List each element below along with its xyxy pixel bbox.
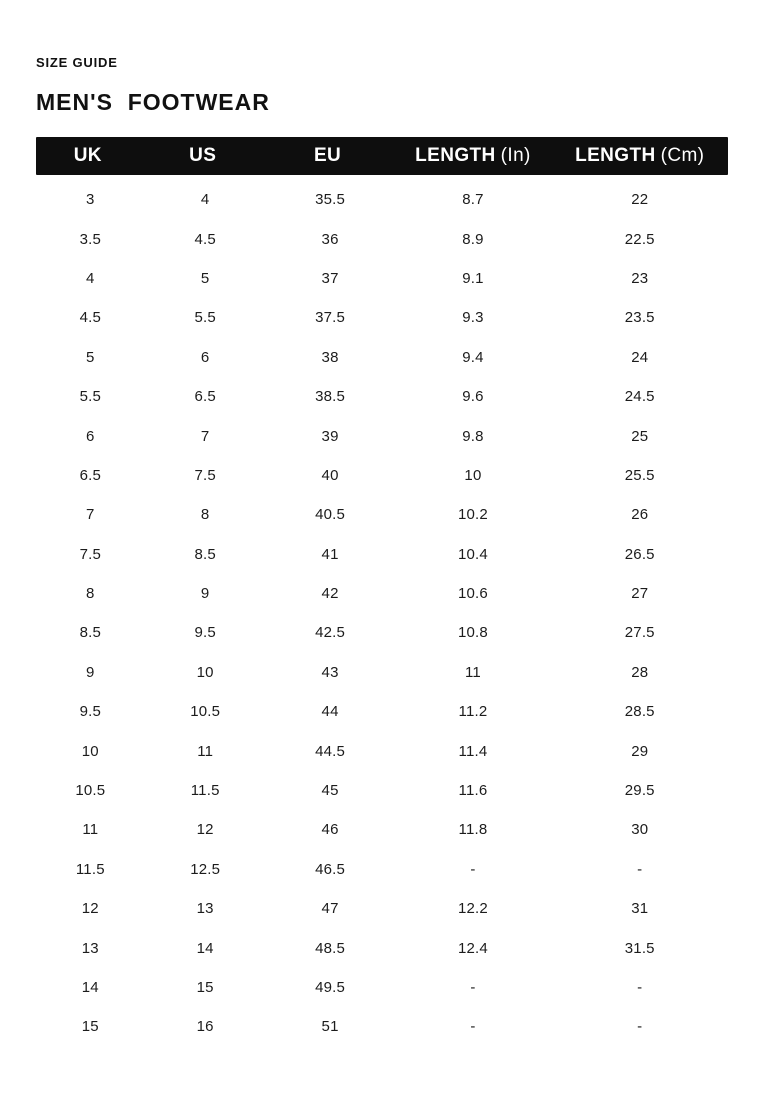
header-unit: (In) bbox=[500, 145, 531, 166]
table-cell: 6.5 bbox=[194, 388, 216, 406]
table-cell: 24.5 bbox=[624, 388, 655, 406]
table-cell: 6 bbox=[200, 348, 210, 366]
table-cell: 24 bbox=[631, 348, 649, 366]
table-cell: 11 bbox=[197, 742, 214, 760]
table-row bbox=[36, 298, 728, 337]
table-cell: - bbox=[637, 860, 643, 878]
table-cell: 10.8 bbox=[457, 624, 488, 642]
header-label: LENGTH bbox=[415, 145, 496, 166]
table-cell: 27.5 bbox=[624, 624, 655, 642]
table-row bbox=[36, 259, 728, 298]
table-row bbox=[36, 731, 728, 770]
table-cell: 28.5 bbox=[624, 703, 655, 721]
table-cell: 10 bbox=[464, 466, 482, 484]
table-cell: 28 bbox=[631, 663, 649, 681]
table-cell: 7 bbox=[86, 506, 95, 524]
table-cell: 8.5 bbox=[79, 624, 102, 642]
table-row bbox=[36, 771, 728, 810]
table-cell: 11.2 bbox=[458, 703, 488, 721]
header-label: EU bbox=[313, 145, 342, 166]
table-row bbox=[36, 692, 728, 731]
table-cell: - bbox=[470, 979, 476, 996]
table-cell: - bbox=[637, 1018, 643, 1036]
table-cell: 4.5 bbox=[79, 309, 102, 327]
table-row bbox=[36, 810, 728, 849]
table-row bbox=[36, 377, 728, 416]
size-guide-eyebrow: SIZE GUIDE bbox=[36, 55, 118, 70]
table-cell: 31.5 bbox=[624, 939, 655, 957]
table-cell: 47 bbox=[321, 900, 339, 918]
table-cell: 11 bbox=[464, 663, 481, 681]
table-cell: 26 bbox=[631, 506, 649, 524]
table-cell: 5.5 bbox=[194, 309, 216, 327]
table-cell: 12.2 bbox=[457, 900, 488, 918]
header-cell-eu bbox=[266, 145, 395, 167]
table-row bbox=[36, 613, 728, 652]
table-cell: 38.5 bbox=[315, 388, 346, 406]
header-cell-length-cm bbox=[552, 145, 728, 167]
table-cell: 10.2 bbox=[457, 506, 488, 524]
table-cell: 5 bbox=[200, 269, 210, 287]
table-cell: 9 bbox=[86, 663, 95, 681]
header-cell-length-in bbox=[394, 145, 551, 167]
table-cell: 5.5 bbox=[79, 388, 102, 406]
table-cell: 10.6 bbox=[457, 585, 488, 603]
table-cell: 23 bbox=[631, 269, 649, 287]
table-cell: 26.5 bbox=[624, 545, 655, 563]
table-cell: 44 bbox=[321, 703, 339, 721]
table-cell: 9.8 bbox=[462, 427, 484, 445]
table-cell: 9.4 bbox=[462, 348, 484, 366]
table-cell: 49.5 bbox=[315, 979, 346, 996]
table-cell: 10.5 bbox=[190, 703, 221, 721]
table-cell: 43 bbox=[321, 663, 339, 681]
table-cell: 14 bbox=[196, 939, 214, 957]
table-cell: 9.5 bbox=[194, 624, 216, 642]
table-cell: - bbox=[637, 979, 643, 996]
table-row bbox=[36, 889, 728, 928]
page-title: MEN'S FOOTWEAR bbox=[36, 89, 270, 115]
table-cell: 11.6 bbox=[458, 782, 488, 800]
header-label: US bbox=[189, 145, 217, 166]
table-row bbox=[36, 653, 728, 692]
table-cell: 42 bbox=[321, 585, 339, 603]
table-cell: 6 bbox=[86, 427, 95, 445]
header-unit: (Cm) bbox=[660, 145, 705, 166]
table-row bbox=[36, 928, 728, 967]
table-cell: 8.5 bbox=[194, 545, 216, 563]
size-table bbox=[36, 137, 728, 1047]
table-cell: 39 bbox=[321, 427, 339, 445]
table-cell: 9.5 bbox=[79, 703, 102, 721]
table-cell: 13 bbox=[81, 939, 99, 957]
table-cell: 12.5 bbox=[190, 860, 221, 878]
table-cell: 35.5 bbox=[315, 191, 346, 209]
table-cell: 13 bbox=[196, 900, 214, 918]
table-cell: - bbox=[470, 1018, 476, 1036]
table-cell: 8.9 bbox=[462, 230, 484, 248]
table-cell: 36 bbox=[321, 230, 339, 248]
table-cell: - bbox=[470, 860, 476, 878]
table-cell: 25.5 bbox=[624, 466, 655, 484]
table-cell: 7.5 bbox=[194, 466, 216, 484]
table-cell: 45 bbox=[321, 782, 339, 800]
table-row bbox=[36, 495, 728, 534]
table-cell: 11.5 bbox=[75, 860, 105, 878]
table-row bbox=[36, 968, 728, 1007]
table-cell: 15 bbox=[81, 1018, 99, 1036]
table-cell: 15 bbox=[196, 979, 214, 996]
table-row bbox=[36, 574, 728, 613]
table-cell: 10.5 bbox=[75, 782, 106, 800]
table-cell: 51 bbox=[321, 1018, 339, 1036]
table-cell: 11 bbox=[82, 821, 99, 839]
table-cell: 46 bbox=[321, 821, 339, 839]
table-cell: 23.5 bbox=[624, 309, 655, 327]
table-cell: 22.5 bbox=[624, 230, 655, 248]
table-cell: 10.4 bbox=[457, 545, 488, 563]
table-row bbox=[36, 180, 728, 219]
table-cell: 3 bbox=[86, 191, 95, 209]
table-cell: 38 bbox=[321, 348, 339, 366]
table-cell: 25 bbox=[631, 427, 649, 445]
table-cell: 29 bbox=[631, 742, 649, 760]
table-cell: 9.3 bbox=[462, 309, 484, 327]
table-cell: 14 bbox=[81, 979, 99, 996]
table-cell: 37.5 bbox=[315, 309, 346, 327]
table-row bbox=[36, 338, 728, 377]
table-cell: 16 bbox=[196, 1018, 214, 1036]
table-cell: 42.5 bbox=[315, 624, 346, 642]
table-cell: 40.5 bbox=[315, 506, 346, 524]
table-row bbox=[36, 416, 728, 455]
table-cell: 46.5 bbox=[315, 860, 346, 878]
table-cell: 8 bbox=[200, 506, 210, 524]
table-cell: 4 bbox=[200, 191, 210, 209]
table-cell: 8.7 bbox=[462, 191, 484, 209]
table-cell: 7.5 bbox=[79, 545, 102, 563]
table-row bbox=[36, 850, 728, 889]
header-cell-us bbox=[145, 145, 266, 167]
table-cell: 3.5 bbox=[79, 230, 102, 248]
table-cell: 9 bbox=[200, 585, 210, 603]
table-cell: 9.6 bbox=[462, 388, 484, 406]
table-cell: 41 bbox=[321, 545, 339, 563]
table-cell: 10 bbox=[196, 663, 214, 681]
table-cell: 10 bbox=[81, 742, 99, 760]
table-cell: 12 bbox=[196, 821, 214, 839]
table-header-row bbox=[36, 137, 728, 175]
table-cell: 22 bbox=[631, 191, 649, 209]
table-cell: 44.5 bbox=[315, 742, 346, 760]
table-row bbox=[36, 535, 728, 574]
header-label: LENGTH bbox=[575, 145, 656, 166]
table-cell: 8 bbox=[86, 585, 95, 603]
table-row bbox=[36, 456, 728, 495]
table-cell: 5 bbox=[86, 348, 95, 366]
header-cell-uk bbox=[36, 145, 145, 167]
table-body bbox=[36, 180, 728, 1047]
table-cell: 29.5 bbox=[624, 782, 655, 800]
table-cell: 30 bbox=[631, 821, 649, 839]
table-row bbox=[36, 219, 728, 258]
table-cell: 11.5 bbox=[190, 782, 220, 800]
table-cell: 31 bbox=[631, 900, 649, 918]
table-cell: 12.4 bbox=[457, 939, 488, 957]
table-cell: 12 bbox=[81, 900, 99, 918]
table-cell: 4 bbox=[86, 269, 95, 287]
table-cell: 11.4 bbox=[458, 742, 488, 760]
table-row bbox=[36, 1007, 728, 1046]
table-cell: 9.1 bbox=[462, 269, 484, 287]
table-cell: 40 bbox=[321, 466, 339, 484]
table-cell: 6.5 bbox=[79, 466, 102, 484]
table-cell: 37 bbox=[321, 269, 339, 287]
table-cell: 48.5 bbox=[315, 939, 346, 957]
table-cell: 27 bbox=[631, 585, 649, 603]
table-cell: 4.5 bbox=[194, 230, 216, 248]
table-cell: 7 bbox=[200, 427, 210, 445]
table-cell: 11.8 bbox=[458, 821, 488, 839]
header-label: UK bbox=[73, 145, 102, 166]
